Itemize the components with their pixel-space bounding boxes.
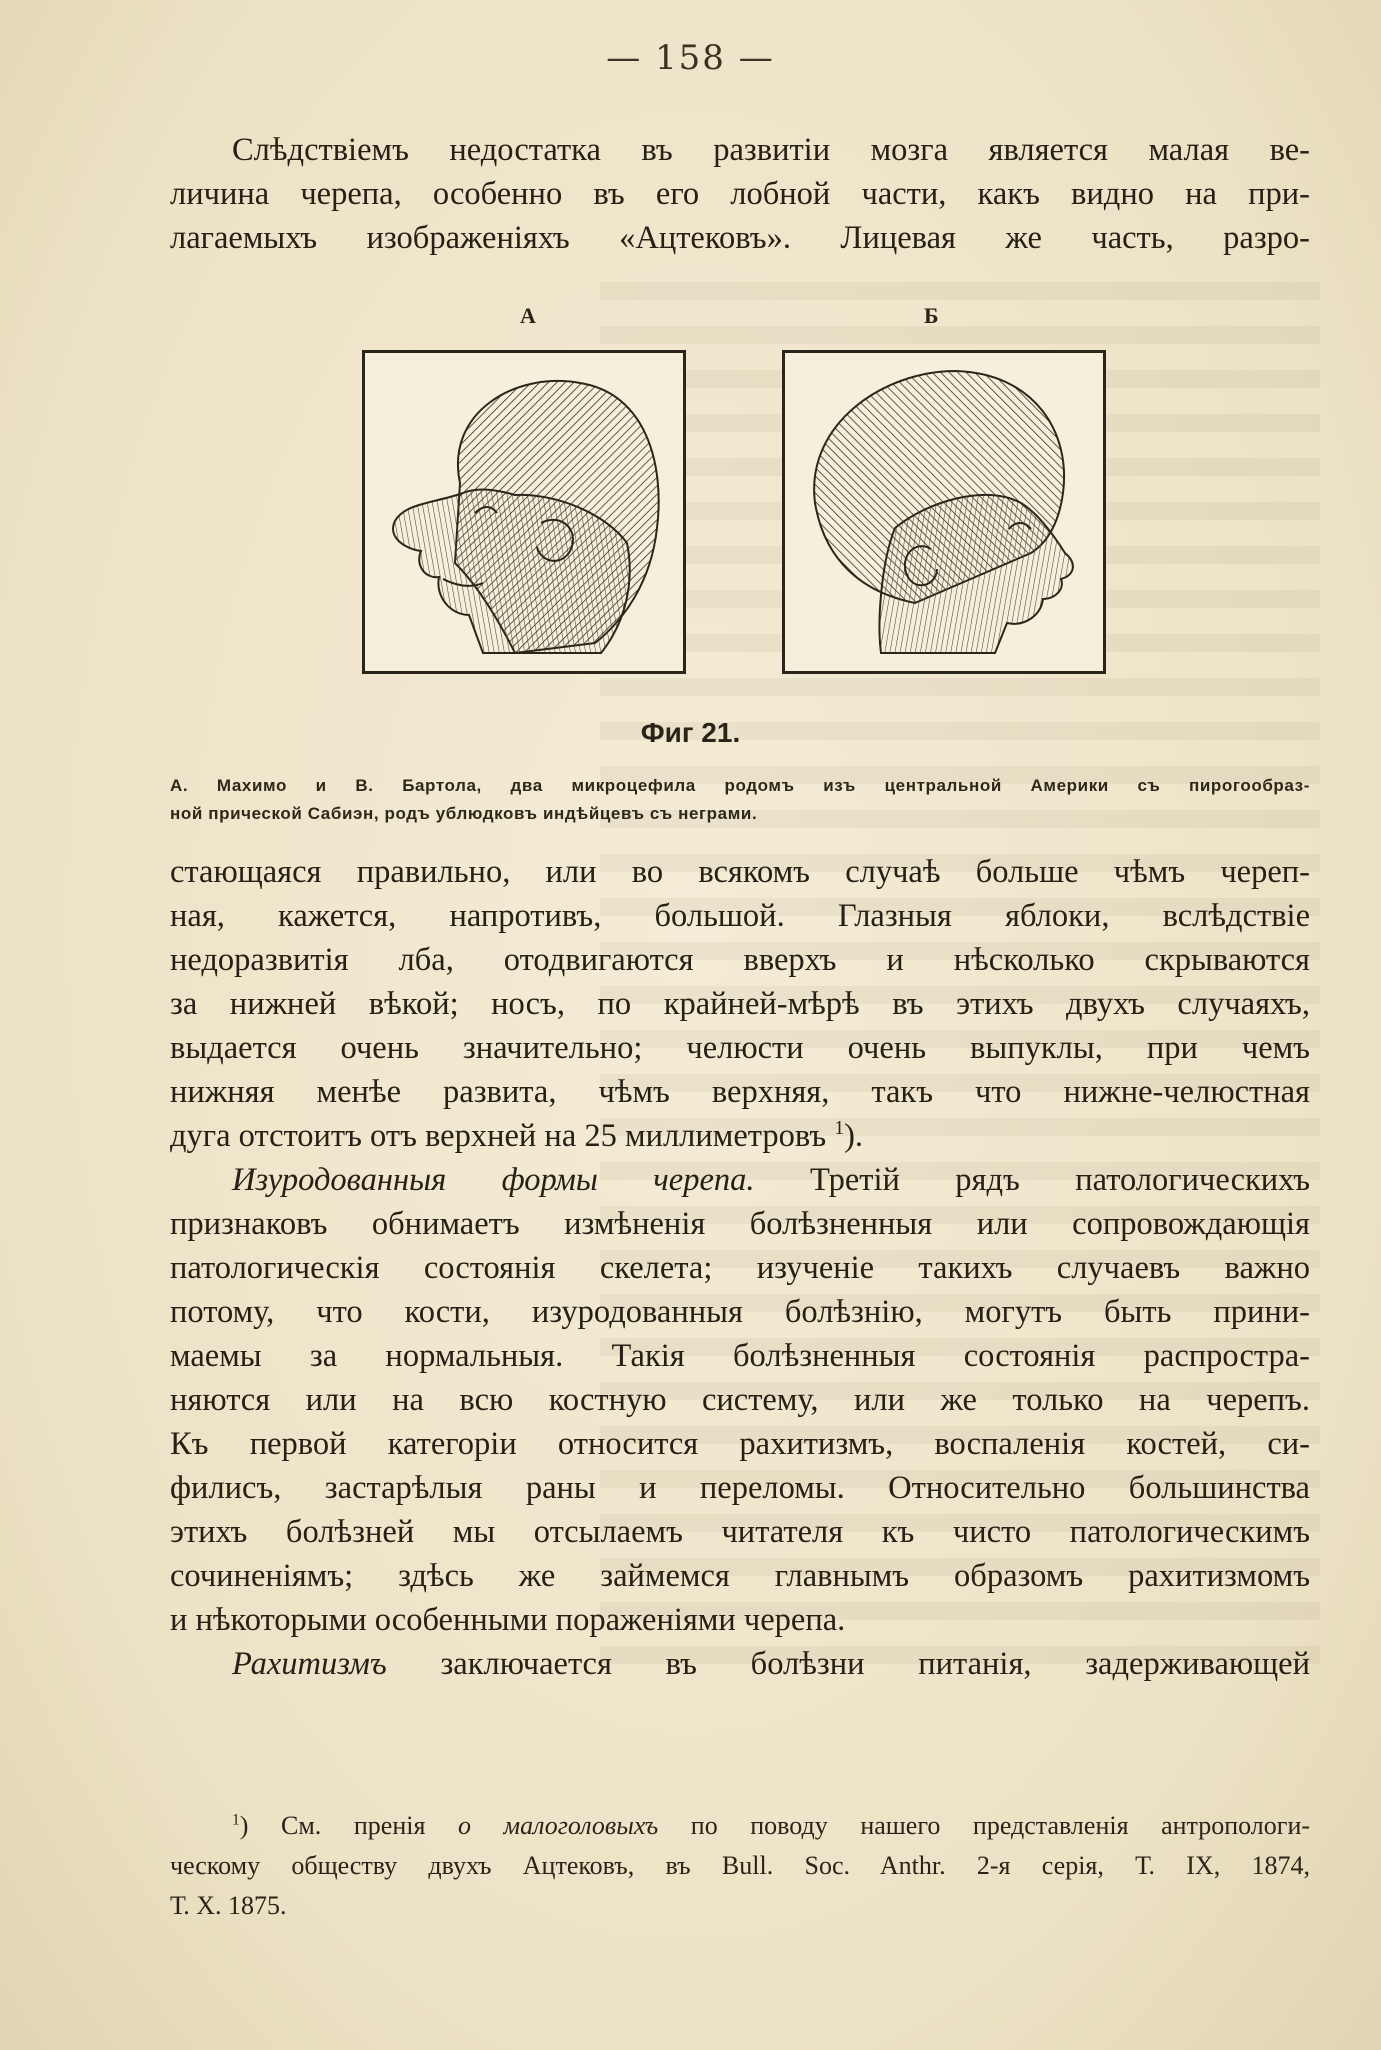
text-line: филисъ, застарѣлыя раны и переломы. Относительно большинства [170,1470,1310,1506]
intro-paragraph [170,128,1310,260]
paragraph-2-first-line [170,1158,1310,1202]
footnote-line: ческому обществу двухъ Ацтековъ, въ Bull. Soc. Anthr. 2-я серія, Т. IX, 1874, [170,1851,1310,1880]
head-profile-right [785,353,1103,671]
text-line: ная, кажется, напротивъ, большой. Глазныя яблоки, вслѣдствіе [170,898,1310,934]
footnote-line: Т. X. 1875. [170,1891,287,1920]
text-line: потому, что кости, изуродованныя болѣзнію, могутъ быть прини- [170,1294,1310,1330]
microcephalic-head-b-illustration [782,350,1106,674]
footnote-line [170,1806,1310,1846]
text-line: этихъ болѣзней мы отсылаемъ читателя къ чисто патологическимъ [170,1514,1310,1550]
text-fragment-italic: о малоголовыхъ [457,1811,659,1840]
paragraph-3-first-line [170,1642,1310,1686]
text-fragment: по поводу нашего представленія антропологи- [690,1811,1310,1840]
text-line: недоразвитія лба, отодвигаются вверхъ и нѣсколько скрываются [170,942,1310,978]
section-heading-deformed-skulls: Изуродованныя формы черепа. [232,1162,755,1198]
figure-label-b: Б [924,303,939,328]
text-fragment: ). [844,1118,864,1154]
legend-line: ной прической Сабиэн, родъ ублюдковъ индѣйцевъ съ неграми. [170,804,758,823]
text-line: нижняя менѣе развита, чѣмъ верхняя, такъ что нижне-челюстная [170,1074,1310,1110]
text-line: признаковъ обнимаетъ измѣненія болѣзненныя или сопровождающія [170,1206,1310,1242]
text-line: няются или на всю костную систему, или же только на черепъ. [170,1382,1310,1418]
legend-line: А. Махимо и В. Бартола, два микроцефила родомъ изъ центральной Америки съ пирогообраз- [170,776,1310,795]
text-fragment: заключается въ болѣзни питанія, задерживающей [440,1646,1310,1682]
text-line: Къ первой категоріи относится рахитизмъ, воспаленія костей, си- [170,1426,1310,1462]
microcephalic-head-a-illustration [362,350,686,674]
head-profile-left [365,353,683,671]
footnote-marker: 1 [232,1811,240,1829]
text-line: маемы за нормальныя. Такія болѣзненныя состоянія распростра- [170,1338,1310,1374]
figure-label-a: A [520,303,536,328]
figure-legend [170,772,1310,828]
text-line: патологическія состоянія скелета; изученіе такихъ случаевъ важно [170,1250,1310,1286]
text-line: за нижней вѣкой; носъ, по крайней-мѣрѣ въ этихъ двухъ случаяхъ, [170,986,1310,1022]
text-line: и нѣкоторыми особенными пораженіями черепа. [170,1602,846,1638]
text-line: выдается очень значительно; челюсти очень выпуклы, при чемъ [170,1030,1310,1066]
main-paragraph-1 [170,850,1310,1686]
text-line: стающаяся правильно, или во всякомъ случаѣ больше чѣмъ череп- [170,854,1310,890]
footnote-reference: 1 [834,1118,845,1140]
text-line: сочиненіямъ; здѣсь же займемся главнымъ образомъ рахитизмомъ [170,1558,1310,1594]
text-line-last [170,1114,1310,1158]
text-line: лагаемыхъ изображеніяхъ «Ацтековъ». Лицевая же часть, разро- [170,220,1310,256]
section-heading-rickets: Рахитизмъ [232,1646,387,1682]
figure-caption: Фиг 21. [640,717,741,748]
page-number: — 158 — [606,38,775,78]
text-fragment: дуга отстоитъ отъ верхней на 25 миллиметровъ [170,1118,827,1154]
text-fragment: ) См. пренія [239,1811,426,1840]
text-line: личина черепа, особенно въ его лобной части, какъ видно на при- [170,176,1310,212]
footnote [170,1806,1310,1926]
text-fragment: Третій рядъ патологическихъ [809,1162,1310,1198]
text-line: Слѣдствіемъ недостатка въ развитіи мозга является малая ве- [232,132,1310,168]
